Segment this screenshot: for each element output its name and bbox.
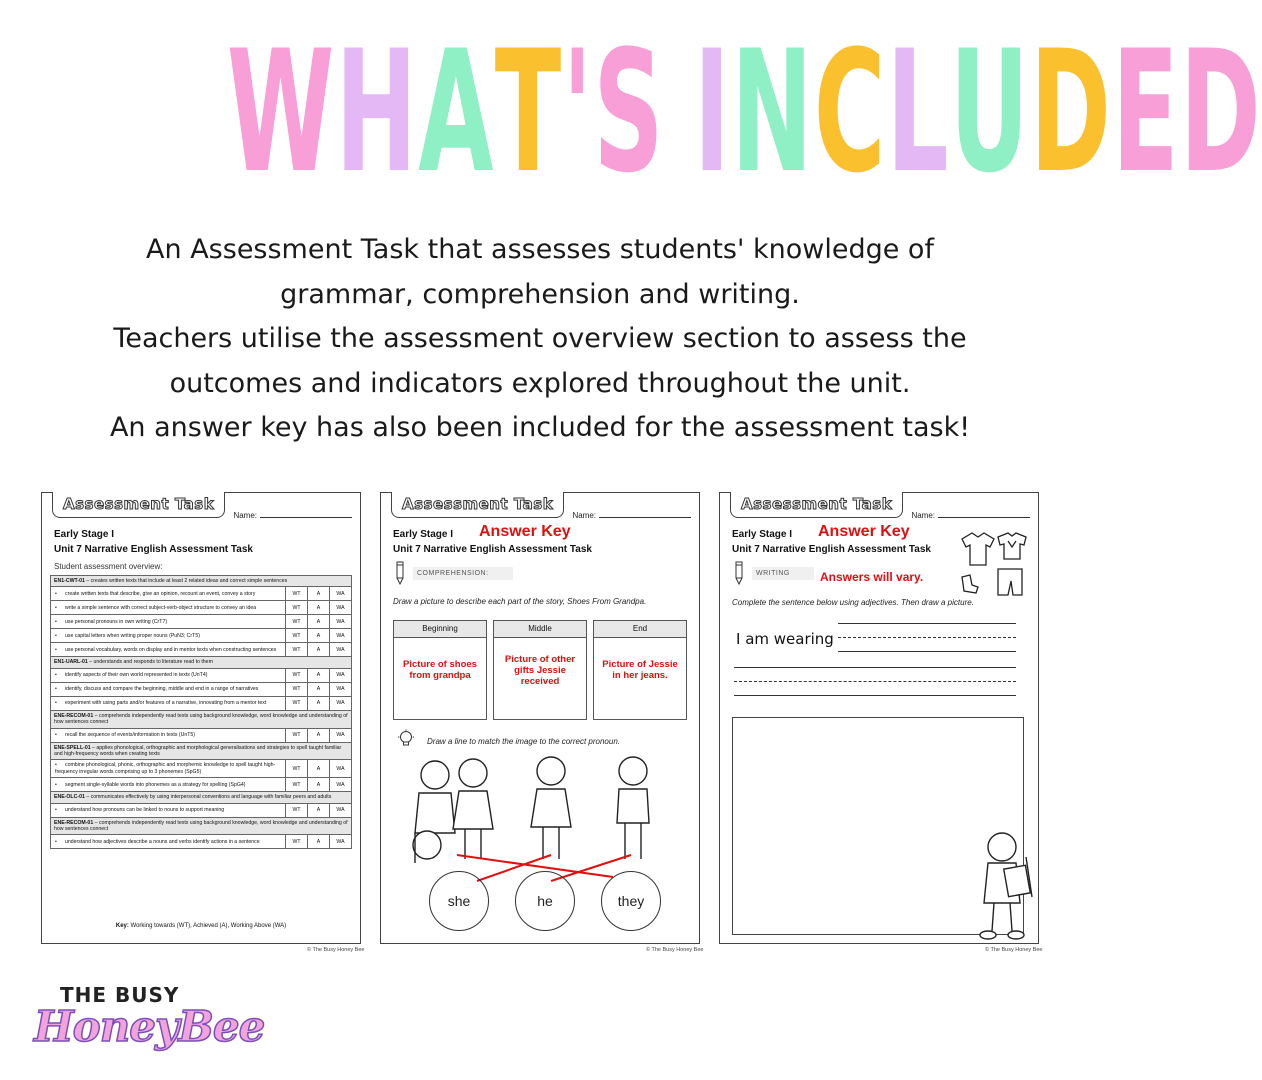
mark-cell: WA (330, 643, 352, 657)
description-line: grammar, comprehension and writing. (280, 278, 800, 310)
bullet-icon: • (55, 762, 57, 769)
mark-cell: A (308, 728, 330, 742)
mark-cell: WT (286, 615, 308, 629)
indicator-cell (51, 778, 286, 792)
mark-cell: A (308, 668, 330, 682)
instruction-text: Draw a line to match the image to the correct pronoun. (427, 737, 620, 746)
bullet-icon: • (55, 632, 57, 639)
section-heading (393, 561, 513, 585)
mark-cell: A (308, 682, 330, 696)
mark-cell: WT (286, 629, 308, 643)
headline-title (226, 14, 1262, 210)
headline-letter: U (949, 14, 1031, 210)
page-tab-title: Assessment Task (52, 492, 225, 518)
indicator-text: experiment with using parts and/or features of a narrative, innovating from a mentor text (65, 700, 267, 707)
bullet-icon: • (55, 686, 57, 693)
indicator-row (51, 643, 352, 657)
indicator-cell (51, 728, 286, 742)
assessment-overview-page (41, 492, 361, 944)
mark-cell: WT (286, 601, 308, 615)
stage-label: Early Stage I (54, 529, 115, 540)
indicator-text: recall the sequence of events/information in texts (UnT5) (65, 731, 196, 738)
name-field (572, 511, 691, 520)
outcome-code: ENE-OLC-01 (54, 794, 85, 801)
indicator-cell (51, 601, 286, 615)
answer-key-label: Answer Key (818, 523, 910, 540)
outcome-row (51, 742, 352, 760)
bullet-icon: • (55, 781, 57, 788)
indicator-text: write a simple sentence with correct subject-verb-object structure to convey an idea (65, 604, 257, 611)
name-label: Name: (911, 511, 935, 520)
story-box-answer: Picture of shoes from grandpa (403, 659, 477, 681)
indicator-row (51, 587, 352, 601)
bullet-icon: • (55, 838, 57, 845)
answers-vary-label: Answers will vary. (820, 570, 924, 584)
story-box-answer: Picture of Jessie in her jeans. (602, 659, 678, 681)
mark-cell: WA (330, 601, 352, 615)
pronoun-she: she (429, 871, 489, 931)
mark-cell: A (308, 696, 330, 710)
outcome-cell (51, 657, 352, 668)
outcome-row (51, 817, 352, 835)
outcome-text: – comprehends independently read texts using background knowledge, word knowledge and understanding of how sentences connect (54, 712, 348, 726)
headline-letter: A (418, 14, 495, 210)
headline-letter: S (593, 14, 665, 210)
indicator-row (51, 778, 352, 792)
mark-cell: WT (286, 682, 308, 696)
outcome-row (51, 576, 352, 587)
indicator-row (51, 760, 352, 778)
writing-dashed-line (838, 637, 1016, 638)
mark-cell: WA (330, 629, 352, 643)
pencil-icon (393, 561, 407, 585)
answer-key-comprehension-page (380, 492, 700, 944)
page-tab-title: Assessment Task (391, 492, 564, 518)
mark-cell: WA (330, 778, 352, 792)
indicator-cell (51, 615, 286, 629)
story-boxes (393, 620, 687, 720)
mark-cell: A (308, 629, 330, 643)
description-line: An Assessment Task that assesses students' knowledge of (146, 234, 934, 265)
headline-letter: I (693, 14, 732, 210)
clothes-icon (958, 529, 1030, 599)
page-tab-title: Assessment Task (730, 492, 903, 518)
name-label: Name: (233, 511, 257, 520)
indicator-text: identify aspects of their own world represented in texts (UnT4) (65, 672, 208, 679)
story-box-heading: End (594, 621, 686, 638)
indicator-text: combine phonological, phonic, orthographic and morphemic knowledge to spell taught high-frequency irregular words comprising up to 3 phonemes (SpG5) (55, 762, 276, 775)
mark-cell: WA (330, 728, 352, 742)
bullet-icon: • (55, 646, 57, 653)
outcome-text: – creates written texts that include at least 2 related ideas and correct simple sentences (84, 578, 288, 584)
mark-cell: A (308, 760, 330, 778)
mark-cell: WT (286, 696, 308, 710)
indicator-row (51, 835, 352, 849)
unit-title: Unit 7 Narrative English Assessment Task (54, 544, 253, 555)
stage-label: Early Stage I (732, 529, 793, 540)
writing-line (734, 695, 1016, 696)
name-label: Name: (572, 511, 596, 520)
instruction-text: Draw a picture to describe each part of the story, Shoes From Grandpa. (393, 597, 647, 606)
mark-cell: WT (286, 803, 308, 817)
mark-cell: WT (286, 835, 308, 849)
story-box-middle (493, 620, 587, 720)
headline-letter: D (1030, 14, 1113, 210)
mark-cell: WA (330, 696, 352, 710)
story-box-beginning (393, 620, 487, 720)
outcome-cell (51, 817, 352, 835)
key-text: Working towards (WT), Achieved (A), Working Above (WA) (128, 923, 287, 929)
writing-line (838, 651, 1016, 652)
story-box-end (593, 620, 687, 720)
outcome-row (51, 710, 352, 728)
outcome-row (51, 792, 352, 803)
writing-line (734, 667, 1016, 668)
logo-main-text: HoneyBee (34, 1002, 265, 1051)
outcome-text: – comprehends independently read texts using background knowledge, word knowledge and understanding of how sentences connect (54, 819, 348, 833)
mark-cell: WT (286, 668, 308, 682)
headline-letter: T (494, 14, 563, 210)
instruction-text: Complete the sentence below using adjectives. Then draw a picture. (732, 598, 974, 607)
indicator-row (51, 615, 352, 629)
indicator-text: create written texts that describe, give an opinion, recount an event, convey a story (65, 590, 256, 597)
indicator-row (51, 629, 352, 643)
mark-cell: WT (286, 760, 308, 778)
headline-letter: W (226, 14, 336, 210)
mark-cell: WA (330, 760, 352, 778)
assessment-table (50, 575, 352, 849)
indicator-row (51, 696, 352, 710)
outcome-code: EN1-CWT-01 (54, 578, 85, 584)
brand-logo (30, 980, 270, 1060)
mark-cell: WT (286, 643, 308, 657)
headline-letter: D (1179, 14, 1262, 210)
pronoun-he: he (515, 871, 575, 931)
pronoun-they: they (601, 871, 661, 931)
boy-illustration (974, 827, 1038, 943)
indicator-text: use capital letters when writing proper nouns (PuN3; CrT5) (65, 632, 200, 639)
credit-text: © The Busy Honey Bee (646, 947, 704, 953)
outcome-text: – communicates effectively by using interpersonal conventions and language with familiar peers and adults (84, 794, 332, 801)
story-box-heading: Middle (494, 621, 586, 638)
headline-letter: H (335, 14, 419, 210)
indicator-cell (51, 629, 286, 643)
section-label: COMPREHENSION: (413, 567, 513, 580)
headline-letter: E (1112, 14, 1180, 210)
bullet-icon: • (55, 806, 57, 813)
indicator-cell (51, 643, 286, 657)
indicator-row (51, 803, 352, 817)
indicator-cell (51, 668, 286, 682)
bullet-icon: • (55, 731, 57, 738)
mark-cell: A (308, 615, 330, 629)
description-line: Teachers utilise the assessment overview section to assess the (113, 323, 967, 354)
stage-label: Early Stage I (393, 529, 454, 540)
mark-cell: WA (330, 587, 352, 601)
lightbulb-icon (397, 729, 415, 747)
mark-cell: WT (286, 728, 308, 742)
indicator-cell (51, 803, 286, 817)
key-label: Key: (115, 923, 129, 929)
answer-key-label: Answer Key (479, 523, 571, 540)
indicator-row (51, 668, 352, 682)
mark-cell: A (308, 835, 330, 849)
mark-cell: WA (330, 835, 352, 849)
indicator-text: understand how pronouns can be linked to nouns to support meaning (65, 806, 225, 813)
key-legend (42, 923, 360, 929)
name-field (911, 511, 1030, 520)
mark-cell: WA (330, 682, 352, 696)
outcome-code: ENE-SPELL-01 (54, 744, 91, 751)
indicator-text: use personal pronouns in own writing (CrT7) (65, 618, 168, 625)
answer-key-writing-page (719, 492, 1039, 944)
bullet-icon: • (55, 590, 57, 597)
sentence-starter: I am wearing (736, 630, 834, 648)
mark-cell: A (308, 803, 330, 817)
headline-letter: ' (562, 14, 594, 210)
outcome-row (51, 657, 352, 668)
outcome-cell (51, 792, 352, 803)
name-field (233, 511, 352, 520)
outcome-code: EN1-UARL-01 (54, 659, 88, 666)
indicator-text: use personal vocabulary, words on display and in mentor texts when constructing sentences (65, 646, 277, 653)
mark-cell: WA (330, 668, 352, 682)
bullet-icon: • (55, 604, 57, 611)
mark-cell: A (308, 601, 330, 615)
indicator-text: understand how adjectives describe a nouns and verbs identify actions in a sentence (65, 838, 260, 845)
outcome-code: ENE-RECOM-01 (54, 712, 94, 719)
indicator-cell (51, 587, 286, 601)
writing-line (838, 623, 1016, 624)
pencil-icon (732, 561, 746, 585)
headline-letter: N (731, 14, 814, 210)
writing-dashed-line (734, 681, 1016, 682)
headline-letter: L (886, 14, 950, 210)
indicator-cell (51, 682, 286, 696)
bullet-icon: • (55, 672, 57, 679)
description-line: outcomes and indicators explored throughout the unit. (169, 367, 911, 399)
indicator-cell (51, 696, 286, 710)
mark-cell: A (308, 778, 330, 792)
logo-top-text: THE BUSY (60, 983, 180, 1007)
unit-title: Unit 7 Narrative English Assessment Task (732, 544, 931, 555)
indicator-row (51, 728, 352, 742)
credit-text: © The Busy Honey Bee (307, 947, 365, 953)
indicator-row (51, 601, 352, 615)
section-heading (732, 561, 814, 585)
story-box-answer: Picture of other gifts Jessie received (504, 654, 576, 687)
mark-cell: WA (330, 803, 352, 817)
outcome-text: – applies phonological, orthographic and morphological generalisations and strategies to spell taught familiar and high-frequency words when creating texts (54, 744, 342, 758)
unit-title: Unit 7 Narrative English Assessment Task (393, 544, 592, 555)
indicator-cell (51, 835, 286, 849)
mark-cell: WA (330, 615, 352, 629)
mark-cell: WT (286, 778, 308, 792)
outcome-cell (51, 742, 352, 760)
indicator-cell (51, 760, 286, 778)
headline-letter: C (813, 14, 887, 210)
outcome-code: ENE-RECOM-01 (54, 819, 94, 826)
overview-label: Student assessment overview: (54, 562, 163, 571)
story-box-heading: Beginning (394, 621, 486, 638)
mark-cell: A (308, 587, 330, 601)
indicator-row (51, 682, 352, 696)
outcome-cell (51, 576, 352, 587)
description-line: An answer key has also been included for the assessment task! (109, 412, 971, 443)
mark-cell: A (308, 643, 330, 657)
description-text (40, 228, 1040, 451)
indicator-text: identify, discuss and compare the beginning, middle and end in a range of narratives (65, 686, 259, 693)
bullet-icon: • (55, 618, 57, 625)
outcome-text: – understands and responds to literature read to them (87, 659, 213, 666)
indicator-text: segment single-syllable words into phonemes as a strategy for spelling (SpG4) (65, 781, 246, 788)
section-label: WRITING (752, 567, 814, 580)
bullet-icon: • (55, 700, 57, 707)
mark-cell: WT (286, 587, 308, 601)
outcome-cell (51, 710, 352, 728)
credit-text: © The Busy Honey Bee (985, 947, 1043, 953)
